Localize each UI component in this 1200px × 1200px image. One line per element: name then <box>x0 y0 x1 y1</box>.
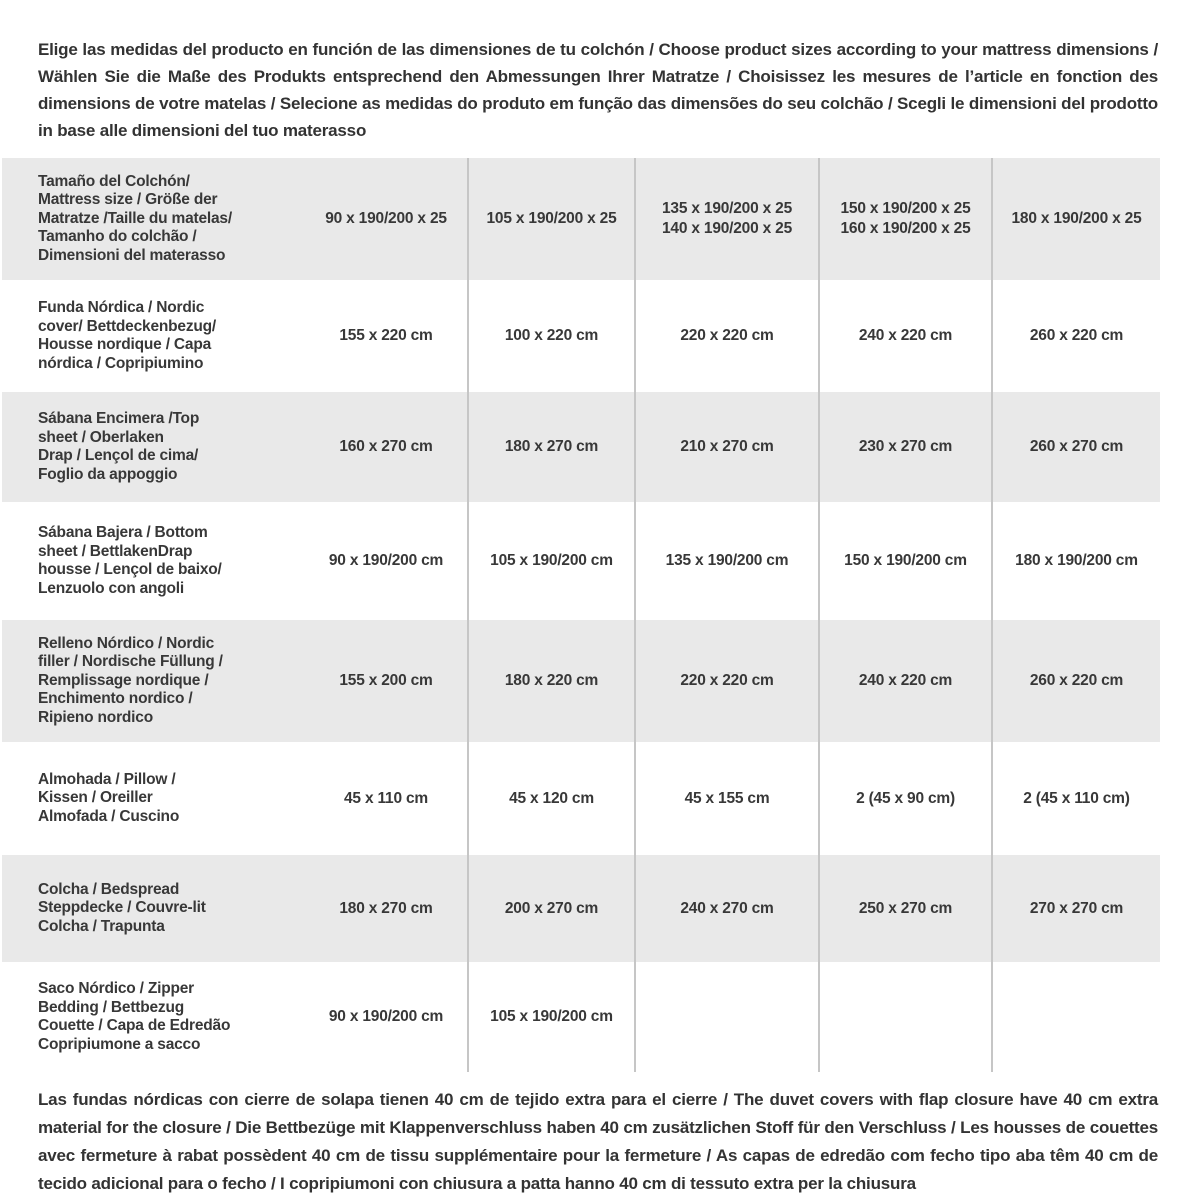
header-label-line: Matratze /Taille du matelas/ <box>38 209 232 227</box>
product-row-bedspread <box>2 855 1160 962</box>
header-size-cell <box>635 158 819 280</box>
product-row-nordic-cover <box>2 280 1160 392</box>
product-label-line: Foglio da appoggio <box>38 465 178 483</box>
product-label-cell <box>2 962 305 1072</box>
product-label-cell <box>2 280 305 392</box>
product-label-line: Bedding / Bettbezug <box>38 998 185 1016</box>
product-label-cell <box>2 502 305 620</box>
size-value-cell: 155 x 220 cm <box>339 327 433 344</box>
product-label-line: Ripieno nordico <box>38 708 153 726</box>
header-label-cell <box>2 158 305 280</box>
product-label-line: Enchimento nordico / <box>38 690 193 708</box>
intro-text: Elige las medidas del producto en función de las dimensiones de tu colchón / Choose product sizes according to your mattress dimensions / Wählen Sie die Maße des Produkts entsprechend den Abmessungen Ihrer Matratze / Choisissez les mesures de l’article en fonction des dimensions de votre matelas / Selecione as medidas do produto em função das dimensões do seu colchão / Scegli le dimensioni del prodotto in base alle dimensioni del tuo materasso <box>38 40 1158 140</box>
product-label-line: Colcha / Trapunta <box>38 917 165 935</box>
product-row-top-sheet <box>2 392 1160 502</box>
header-size-cell <box>468 158 635 280</box>
product-label-line: Remplissage nordique / <box>38 671 209 689</box>
product-label-line: cover/ Bettdeckenbezug/ <box>38 317 217 335</box>
size-value-cell <box>635 962 819 1072</box>
size-value-cell: 90 x 190/200 cm <box>328 1008 444 1025</box>
product-label-line: Relleno Nórdico / Nordic <box>38 634 215 652</box>
product-label-line: Copripiumone a sacco <box>38 1035 201 1053</box>
size-line: 140 x 190/200 x 25 <box>662 220 792 237</box>
size-value-cell: 240 x 270 cm <box>635 855 819 962</box>
size-value-cell: 180 x 270 cm <box>468 392 635 502</box>
size-value-cell: 200 x 270 cm <box>468 855 635 962</box>
product-label-line: Almofada / Cuscino <box>38 807 180 825</box>
size-value-cell: 100 x 220 cm <box>468 280 635 392</box>
mattress-size-header-row <box>2 158 1160 280</box>
header-size-cell <box>305 158 468 280</box>
product-label-cell <box>2 742 305 855</box>
product-label-line: Almohada / Pillow / <box>38 770 176 788</box>
size-value-cell: 135 x 190/200 cm <box>635 502 819 620</box>
product-label-line: Sábana Bajera / Bottom <box>38 524 208 541</box>
size-value-cell: 210 x 270 cm <box>635 392 819 502</box>
product-row-zipper-bedding <box>2 962 1160 1072</box>
size-value-cell: 90 x 190/200 cm <box>328 552 444 569</box>
product-row-bottom-sheet <box>2 502 1160 620</box>
size-value-cell: 240 x 220 cm <box>819 620 992 742</box>
product-label-line: filler / Nordische Füllung / <box>38 653 223 671</box>
size-value-cell: 250 x 270 cm <box>819 855 992 962</box>
product-label-line: Colcha / Bedspread <box>38 880 180 898</box>
size-value-cell: 105 x 190/200 cm <box>468 502 635 620</box>
size-value-cell: 45 x 155 cm <box>635 742 819 855</box>
product-row-nordic-filler <box>2 620 1160 742</box>
size-value-cell: 220 x 220 cm <box>635 280 819 392</box>
product-label-line: sheet / BettlakenDrap <box>38 542 193 560</box>
size-value-cell: 160 x 270 cm <box>339 438 433 455</box>
header-size-cell <box>819 158 992 280</box>
product-label-line: sheet / Oberlaken <box>38 428 164 446</box>
size-value-cell <box>992 962 1160 1072</box>
product-label-line: Lenzuolo con angoli <box>38 579 185 597</box>
header-label-line: Tamaño del Colchón/ <box>38 172 190 190</box>
size-value-cell: 180 x 220 cm <box>468 620 635 742</box>
product-row-pillow <box>2 742 1160 855</box>
product-label-line: housse / Lençol de baixo/ <box>38 561 222 578</box>
product-label-line: nórdica / Copripiumino <box>38 354 204 372</box>
product-label-line: Sábana Encimera /Top <box>38 410 200 427</box>
product-label-line: Couette / Capa de Edredão <box>38 1017 231 1034</box>
size-value-cell: 155 x 200 cm <box>339 672 433 689</box>
size-value-cell: 240 x 220 cm <box>819 280 992 392</box>
size-value-cell <box>819 962 992 1072</box>
header-label-line: Dimensioni del materasso <box>38 246 226 264</box>
product-label-line: Housse nordique / Capa <box>38 336 212 353</box>
size-line: 105 x 190/200 x 25 <box>486 210 617 227</box>
size-value-cell: 260 x 220 cm <box>992 620 1160 742</box>
size-value-cell: 180 x 190/200 cm <box>992 502 1160 620</box>
product-label-line: Steppdecke / Couvre-lit <box>38 899 206 917</box>
product-label-line: Drap / Lençol de cima/ <box>38 447 199 464</box>
size-value-cell: 180 x 270 cm <box>339 899 433 917</box>
size-value-cell: 230 x 270 cm <box>819 392 992 502</box>
product-label-cell <box>2 392 305 502</box>
header-label-line: Tamanho do colchão / <box>38 228 197 246</box>
size-value-cell: 45 x 110 cm <box>344 789 428 807</box>
size-line: 180 x 190/200 x 25 <box>1011 210 1142 227</box>
size-value-cell: 105 x 190/200 cm <box>468 962 635 1072</box>
header-label-line: Mattress size / Größe der <box>38 191 218 209</box>
size-value-cell: 260 x 270 cm <box>992 392 1160 502</box>
size-table <box>2 158 1160 1072</box>
size-value-cell: 150 x 190/200 cm <box>819 502 992 620</box>
size-value-cell: 220 x 220 cm <box>635 620 819 742</box>
size-value-cell: 2 (45 x 110 cm) <box>992 742 1160 855</box>
product-label-line: Funda Nórdica / Nordic <box>38 299 205 316</box>
size-line: 150 x 190/200 x 25 <box>840 200 971 217</box>
product-label-cell <box>2 855 305 962</box>
size-value-cell: 260 x 220 cm <box>992 280 1160 392</box>
size-line: 160 x 190/200 x 25 <box>840 220 971 237</box>
product-label-line: Saco Nórdico / Zipper <box>38 980 194 997</box>
size-value-cell: 270 x 270 cm <box>992 855 1160 962</box>
size-line: 135 x 190/200 x 25 <box>662 200 792 217</box>
size-line: 90 x 190/200 x 25 <box>325 210 447 227</box>
product-label-cell <box>2 620 305 742</box>
footnote-text: Las fundas nórdicas con cierre de solapa tienen 40 cm de tejido extra para el cierre / The duvet covers with flap closure have 40 cm extra material for the closure / Die Bettbezüge mit Klappenverschluss haben 40 cm zusätzlichen Stoff für den Verschluss / Les housses de couettes avec fermeture à rabat possèdent 40 cm de tissu supplémentaire pour la fermeture / As capas de edredão com fecho tipo aba têm 40 cm de tecido adicional para o fecho / I copripiumoni con chiusura a patta hanno 40 cm di tessuto extra per la chiusura <box>38 1090 1158 1193</box>
size-value-cell: 45 x 120 cm <box>468 742 635 855</box>
header-size-cell <box>992 158 1160 280</box>
size-value-cell: 2 (45 x 90 cm) <box>819 742 992 855</box>
product-label-line: Kissen / Oreiller <box>38 789 153 807</box>
